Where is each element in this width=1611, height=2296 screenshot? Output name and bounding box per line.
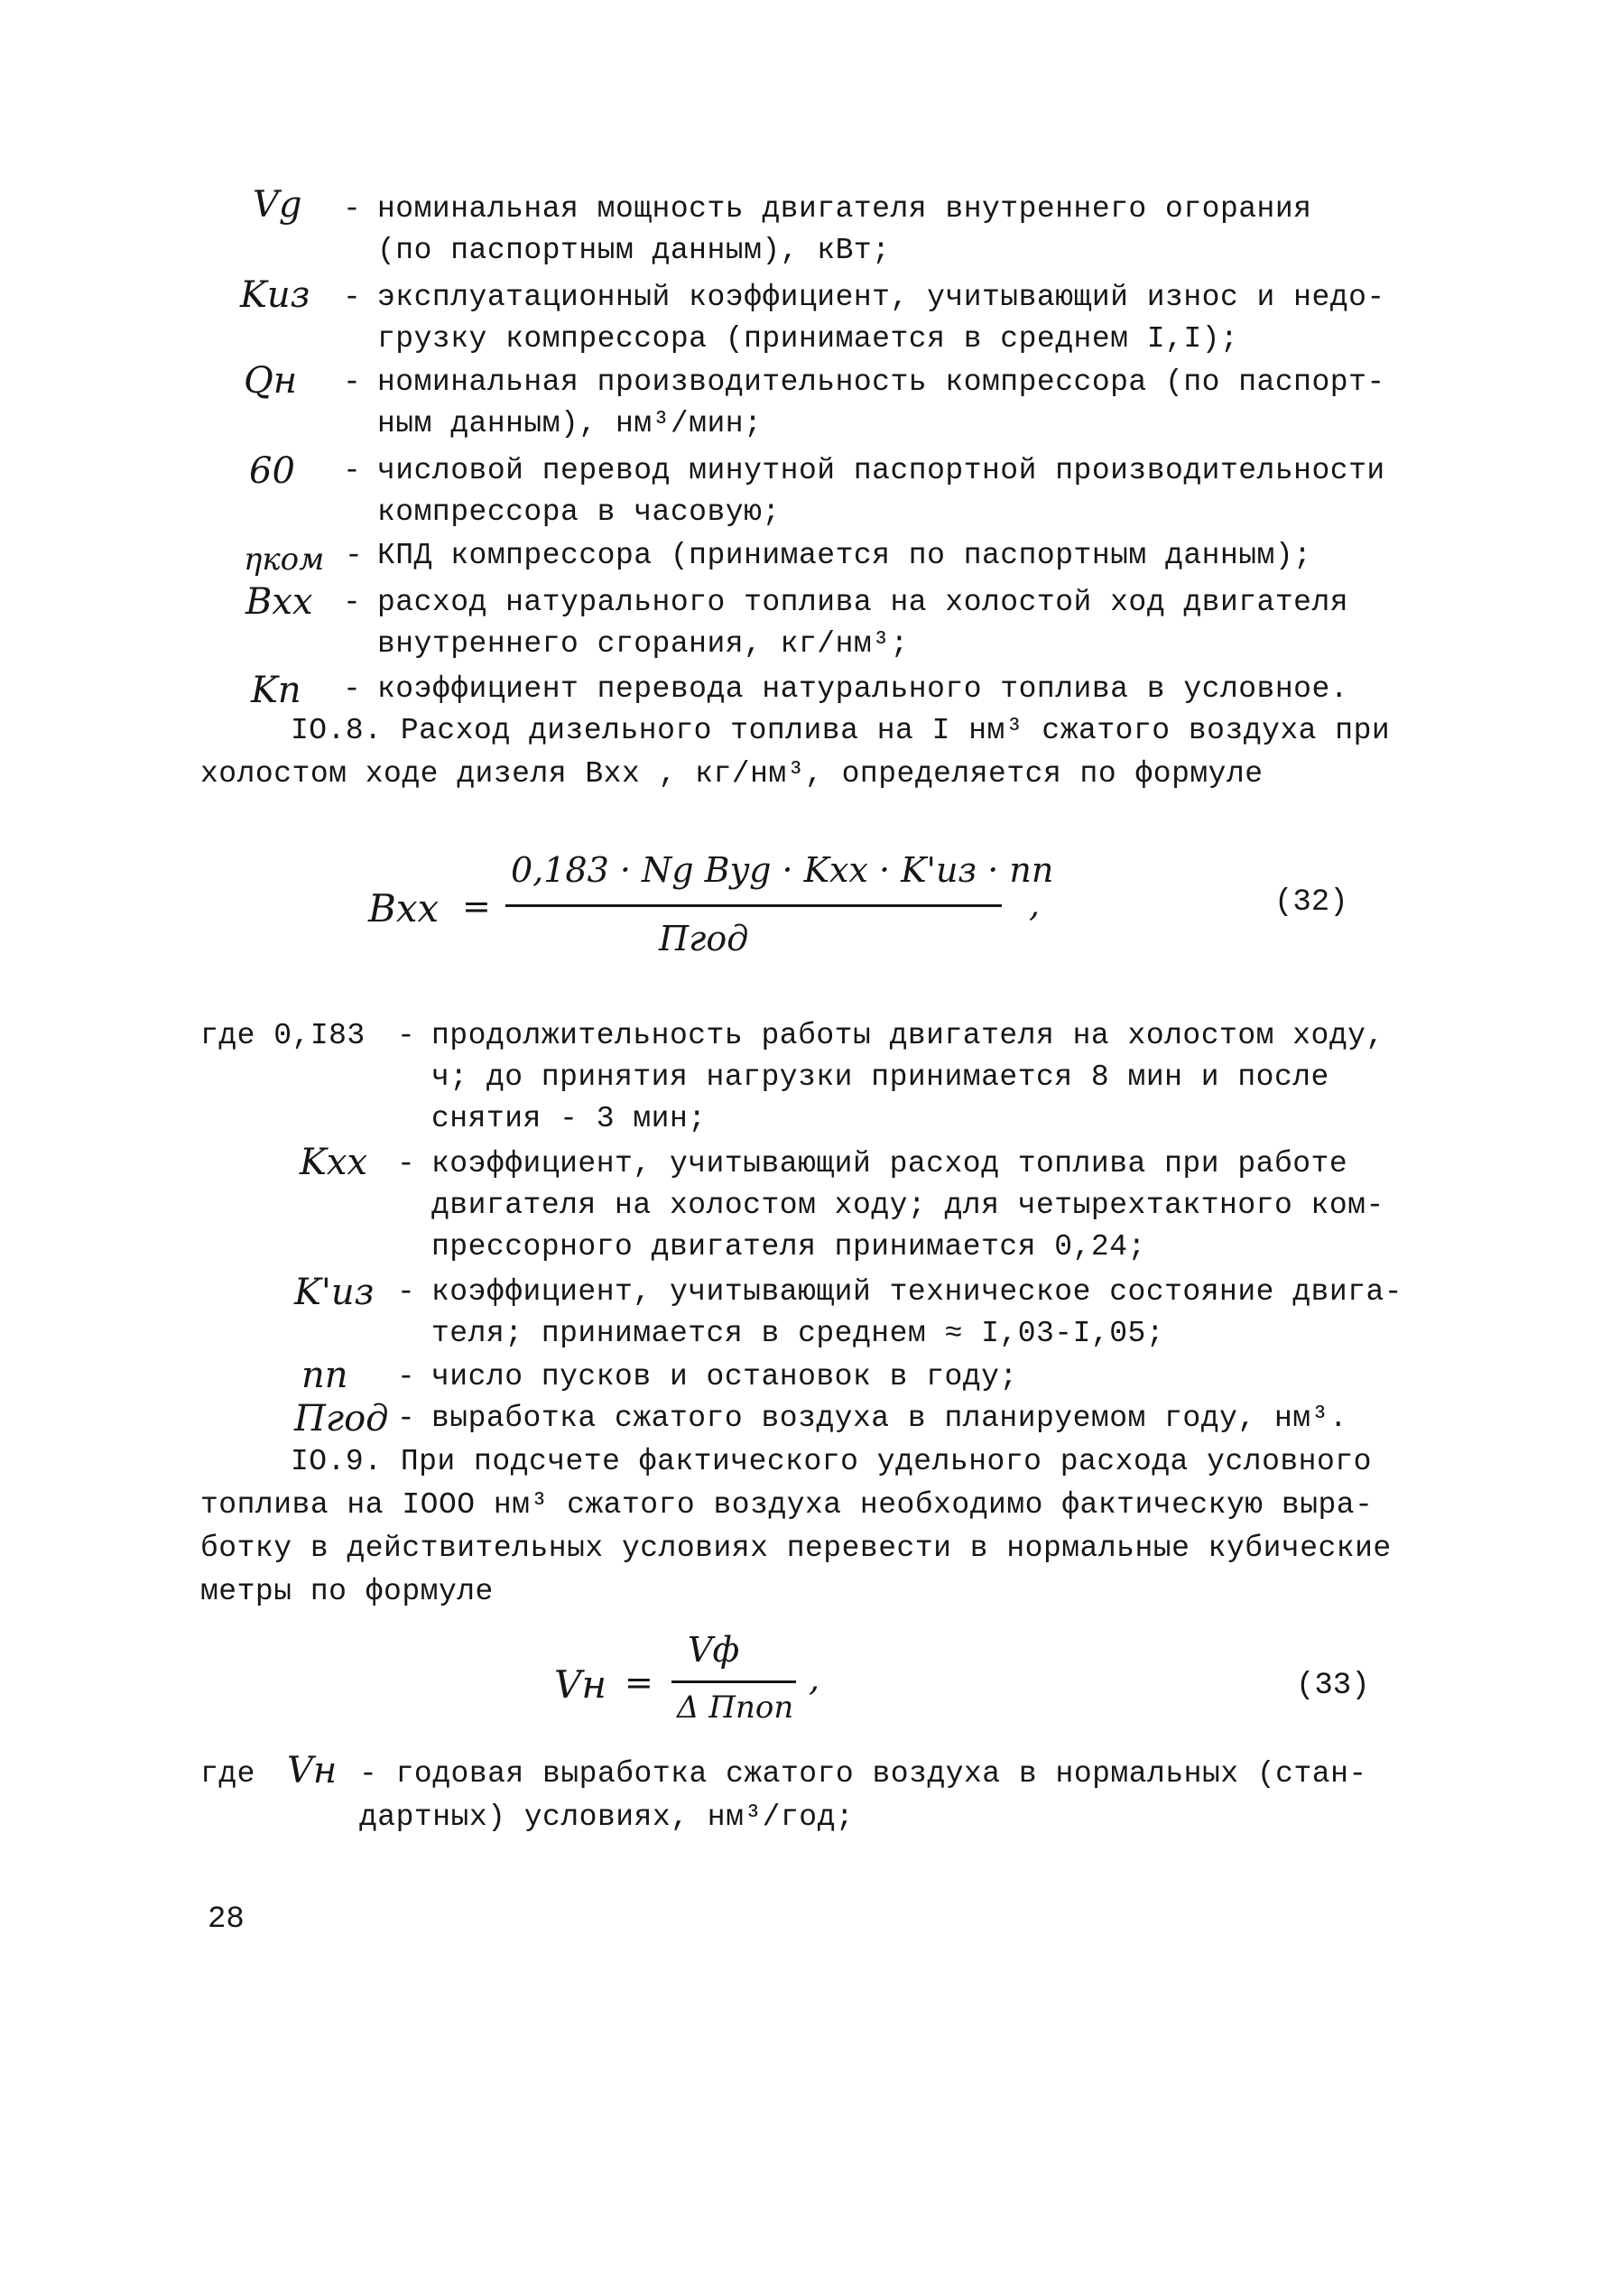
formula-lhs: Bхх [368, 886, 440, 930]
symbol-qn: Qн [244, 360, 298, 402]
section-10-8-line: холостом ходе дизеля Bхх , кг/нм³, определяется по формуле [200, 757, 1264, 791]
symbol-vn: Vн [287, 1750, 338, 1791]
symbol-eta-kom: ηком [244, 542, 325, 578]
definition-line: КПД компрессора (принимается по паспортным данным); [377, 539, 1312, 572]
definition-line: номинальная мощность двигателя внутреннего огорания [377, 192, 1312, 226]
definition-line: номинальная производительность компрессора (по паспорт- [377, 366, 1385, 399]
equation-number: (33) [1296, 1669, 1370, 1703]
symbol-kiz: Kиз [240, 274, 310, 316]
fraction-bar [505, 904, 1002, 907]
symbol-kxx: Kхх [300, 1142, 367, 1183]
definition-line: выработка сжатого воздуха в планируемом году, нм³. [431, 1402, 1348, 1435]
definition-line: компрессора в часовую; [377, 495, 781, 529]
symbol-bxx: Bхх [245, 581, 313, 623]
definition-line: расход натурального топлива на холостой ход двигателя [377, 586, 1349, 619]
section-10-8-line: IO.8. Расход дизельного топлива на I нм³ сжатого воздуха при [291, 714, 1391, 747]
dash: - [343, 366, 361, 399]
definition-line: ным данным), нм³/мин; [377, 407, 763, 440]
dash: - [343, 454, 361, 487]
formula-equals: = [625, 1662, 653, 1702]
symbol-60: 60 [249, 450, 295, 492]
formula-trail: , [1029, 884, 1041, 924]
symbol-pgod: Пгод [294, 1398, 389, 1440]
dash: - [397, 1402, 415, 1435]
symbol-np: nп [301, 1355, 348, 1396]
definition-line: снятия - 3 мин; [431, 1102, 707, 1135]
symbol-kp: Kп [251, 670, 301, 711]
definition-line: коэффициент, учитывающий расход топлива при работе [431, 1147, 1348, 1180]
dash: - [343, 192, 361, 226]
section-10-9-line: метры по формуле [200, 1575, 494, 1608]
definition-line: эксплуатационный коэффициент, учитывающий износ и недо- [377, 281, 1385, 314]
definition-line: ч; до принятия нагрузки принимается 8 мин и после [431, 1060, 1329, 1094]
definition-line: (по паспортным данным), кВт; [377, 234, 891, 267]
definition-line: дартных) условиях, нм³/год; [359, 1801, 855, 1834]
formula-equals: = [462, 886, 491, 926]
dash: - [343, 672, 361, 706]
definition-line: продолжительность работы двигателя на холостом ходу, [431, 1019, 1384, 1052]
formula-numerator: 0,183 · Ng Byg · Kхх · K'из · nп [511, 850, 1054, 890]
fraction-bar [671, 1680, 796, 1683]
symbol-vg: Vg [253, 184, 302, 226]
definition-line: числовой перевод минутной паспортной производительности [377, 454, 1385, 487]
section-10-9-line: ботку в действительных условиях перевести в нормальные кубические [200, 1532, 1392, 1565]
definition-line: число пусков и остановок в году; [431, 1360, 1018, 1393]
dash: - [397, 1275, 415, 1309]
formula-numerator: Vф [688, 1630, 740, 1670]
formula-lhs: Vн [554, 1662, 606, 1707]
symbol-kiz-prime: K'из [294, 1272, 375, 1313]
dash: - [397, 1147, 415, 1180]
definition-line: коэффициент перевода натурального топлива в условное. [377, 672, 1349, 706]
definition-line: прессорного двигателя принимается 0,24; [431, 1230, 1146, 1264]
definition-symbol: где 0,I83 [200, 1019, 366, 1052]
page-number: 28 [208, 1903, 245, 1937]
formula-denominator: Δ Ппоп [677, 1690, 794, 1726]
dash: - [397, 1019, 415, 1052]
definition-line: коэффициент, учитывающий техническое состояние двига- [431, 1275, 1403, 1309]
formula-trail: , [809, 1659, 820, 1699]
equation-number: (32) [1274, 885, 1348, 920]
definition-line: теля; принимается в среднем ≈ I,03-I,05; [431, 1317, 1165, 1350]
definition-prefix: где [200, 1757, 255, 1791]
section-10-9-line: топлива на IOOO нм³ сжатого воздуха необходимо фактическую выра- [200, 1488, 1374, 1522]
dash: - [343, 281, 361, 314]
definition-line: грузку компрессора (принимается в среднем I,I); [377, 322, 1239, 356]
dash: - [345, 539, 363, 572]
definition-line: внутреннего сгорания, кг/нм³; [377, 627, 909, 661]
dash: - [397, 1360, 415, 1393]
definition-line: - годовая выработка сжатого воздуха в нормальных (стан- [359, 1757, 1367, 1791]
section-10-9-line: IO.9. При подсчете фактического удельного расхода условного [291, 1445, 1372, 1478]
dash: - [343, 586, 361, 619]
definition-line: двигателя на холостом ходу; для четырехтактного ком- [431, 1189, 1384, 1222]
formula-denominator: Пгод [659, 919, 749, 958]
